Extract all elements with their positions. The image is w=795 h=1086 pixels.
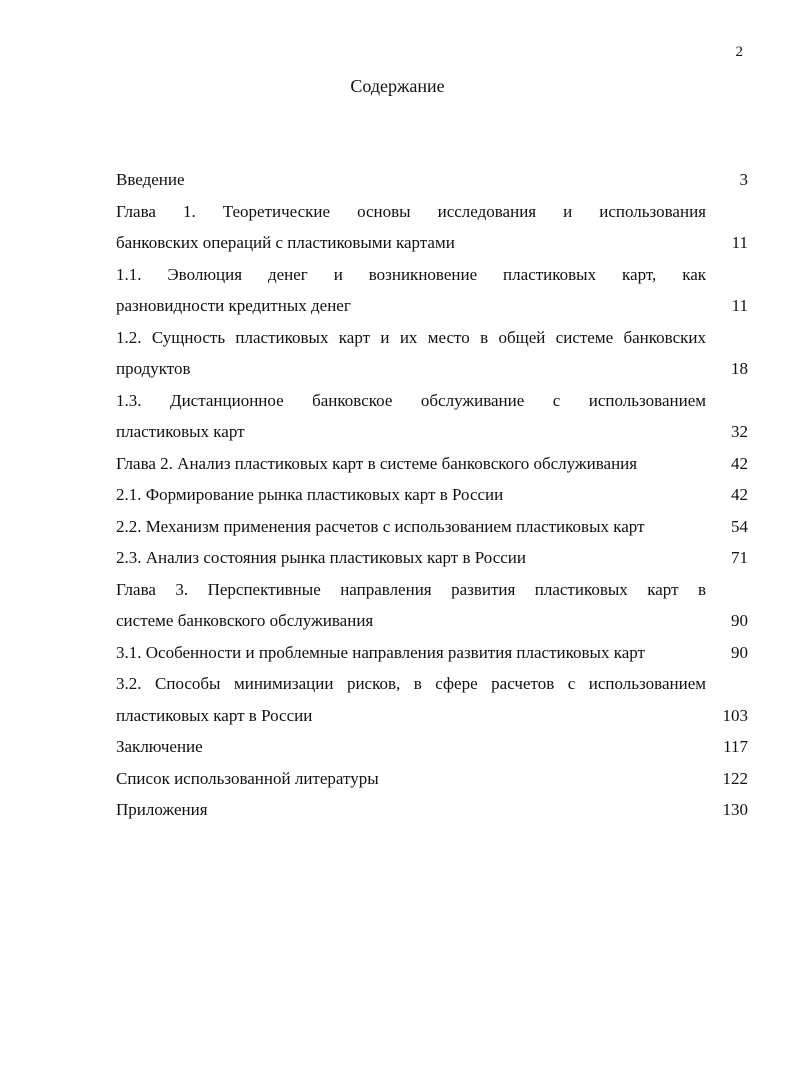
- toc-entry-page: 3: [739, 170, 748, 189]
- toc-entry-title-line1: 3.2. Способы минимизации рисков, в сфере расчетов с использованием: [116, 674, 706, 693]
- toc-entry-title: Приложения: [116, 800, 208, 819]
- toc-entry-title-line2: пластиковых карт: [116, 422, 245, 441]
- toc-entry-title: Список использованной литературы: [116, 768, 379, 788]
- toc-entry-page: 11: [731, 296, 748, 315]
- toc-entry-page: 90: [731, 642, 748, 662]
- toc-entry-title-line1: 1.2. Сущность пластиковых карт и их место в общей системе банковских: [116, 327, 706, 347]
- toc-entry: [116, 448, 748, 480]
- toc-entry-title: Глава 2. Анализ пластиковых карт в системе банковского обслуживания: [116, 453, 638, 473]
- toc-entry-title: 2.3. Анализ состояния рынка пластиковых карт в России: [116, 548, 526, 567]
- toc-entry-page: 32: [731, 422, 748, 441]
- toc-entry: [116, 542, 748, 574]
- toc-entry: [116, 259, 748, 322]
- toc-entry: [116, 479, 748, 511]
- toc-entry: [116, 794, 748, 826]
- toc-entry-title-line2: пластиковых карт в России: [116, 705, 313, 725]
- toc-entry: [116, 668, 748, 731]
- toc-entry: [116, 511, 748, 543]
- toc-entry-title-line2: банковских операций с пластиковыми картами: [116, 233, 455, 252]
- toc-entry-title: 2.2. Механизм применения расчетов с использованием пластиковых карт: [116, 516, 645, 536]
- toc-entry-page: 18: [731, 359, 748, 378]
- page-number: 2: [735, 44, 743, 60]
- table-of-contents: [116, 164, 748, 826]
- toc-entry-page: 130: [722, 800, 748, 819]
- toc-entry: [116, 196, 748, 259]
- toc-entry: [116, 385, 748, 448]
- toc-entry-page: 103: [722, 705, 748, 725]
- toc-entry-title-line1: Глава 1. Теоретические основы исследования и использования: [116, 201, 706, 221]
- toc-entry-title-line1: Глава 3. Перспективные направления развития пластиковых карт в: [116, 579, 706, 599]
- toc-entry-title-line1: 1.3. Дистанционное банковское обслуживание с использованием: [116, 390, 706, 410]
- toc-entry: [116, 637, 748, 669]
- toc-entry-title-line2: продуктов: [116, 359, 191, 378]
- toc-entry: [116, 763, 748, 795]
- toc-entry-page: 71: [731, 548, 748, 567]
- page-title: Содержание: [350, 76, 445, 96]
- toc-entry: [116, 731, 748, 763]
- toc-entry-title: Введение: [116, 170, 185, 189]
- toc-entry-title: 2.1. Формирование рынка пластиковых карт в России: [116, 485, 504, 504]
- toc-entry-page: 11: [731, 233, 748, 252]
- toc-entry-title-line1: 1.1. Эволюция денег и возникновение пластиковых карт, как: [116, 264, 706, 284]
- toc-entry-page: 122: [722, 768, 748, 788]
- toc-entry: [116, 322, 748, 385]
- toc-entry-title: 3.1. Особенности и проблемные направления развития пластиковых карт: [116, 642, 645, 662]
- toc-entry-page: 117: [723, 737, 748, 756]
- toc-entry: [116, 164, 748, 196]
- toc-entry-title-line2: разновидности кредитных денег: [116, 296, 351, 315]
- toc-entry: [116, 574, 748, 637]
- toc-entry-page: 90: [731, 611, 748, 630]
- toc-entry-title-line2: системе банковского обслуживания: [116, 611, 374, 630]
- toc-entry-page: 54: [731, 516, 748, 536]
- toc-entry-title: Заключение: [116, 737, 203, 756]
- toc-entry-page: 42: [731, 485, 748, 504]
- toc-entry-page: 42: [731, 453, 748, 473]
